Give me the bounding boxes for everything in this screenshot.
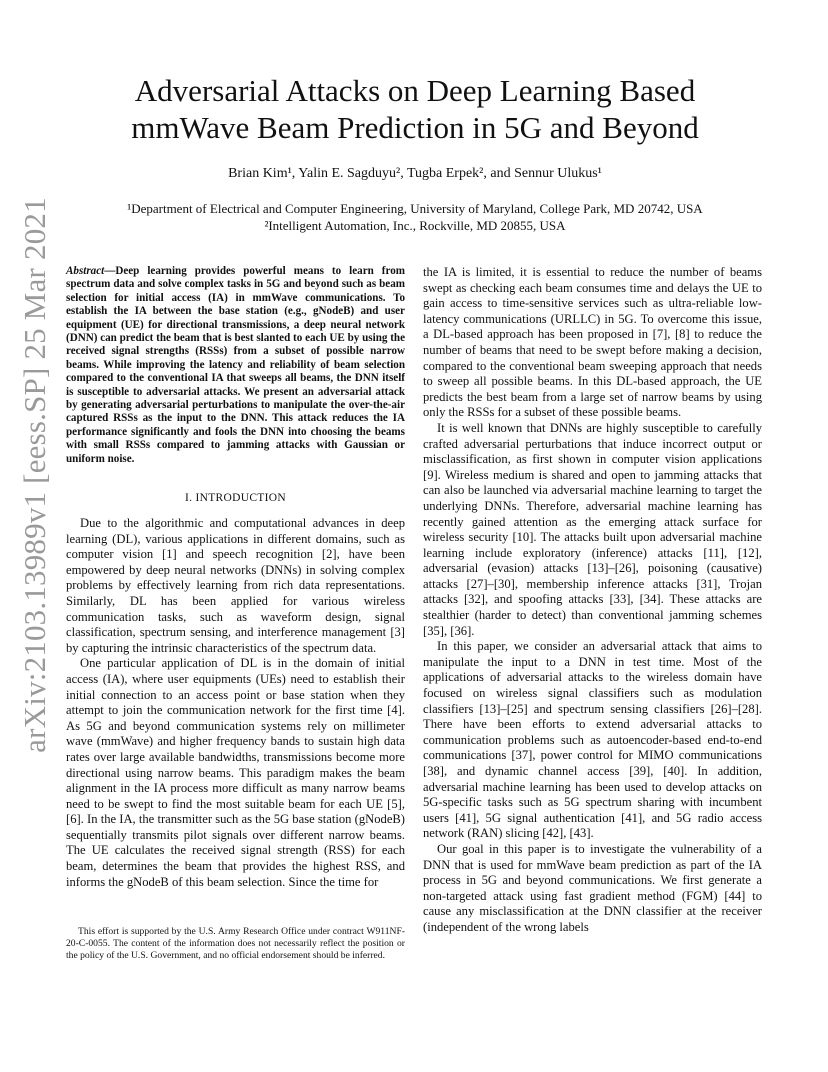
arxiv-watermark: [10, 197, 60, 753]
intro-paragraph: Due to the algorithmic and computational advances in deep learning (DL), various applications in different domains, such as computer vision [1] and speech recognition [2], have been empowered by deep neural networks (DNNs) in solving complex problems by effectively learning from rich data representations. Similarly, DL has been applied for various wireless communication tasks, such as waveform design, signal classification, spectrum sensing, and interference management [3] by capturing the intrinsic characteristics of the spectrum data.: [66, 516, 405, 655]
paper-title: [80, 72, 750, 146]
title-line-2: mmWave Beam Prediction in 5G and Beyond: [131, 110, 699, 145]
abstract: [66, 265, 405, 466]
abstract-label: Abstract: [66, 265, 105, 277]
affiliations: [80, 200, 750, 234]
right-column: [423, 265, 762, 936]
authors: Brian Kim¹, Yalin E. Sagduyu², Tugba Erpek², and Sennur Ulukus¹: [228, 166, 602, 181]
title-line-1: Adversarial Attacks on Deep Learning Based: [134, 73, 696, 108]
body-paragraph: It is well known that DNNs are highly susceptible to carefully crafted adversarial perturbations that induce incorrect output or misclassification, as first shown in computer vision applications [9]. Wireless medium is shared and open to jamming attacks that can also be launched via adversarial machine learning to target the underlying DNNs. Therefore, adversarial machine learning has recently gained attention as the emerging attack surface for wireless security [10]. The attacks built upon adversarial machine learning include exploratory (inference) attacks [11], [12], adversarial (evasion) attacks [13]–[26], poisoning (causative) attacks [27]–[30], membership inference attacks [31], Trojan attacks [32], and spoofing attacks [33], [34]. These attacks are stealthier (harder to detect) than conventional jamming schemes [35], [36].: [423, 420, 762, 638]
body-paragraph: Our goal in this paper is to investigate the vulnerability of a DNN that is used for mmWave beam prediction as part of the IA process in 5G and beyond communications. We first generate a non-targeted attack using fast gradient method (FGM) [44] to cause any misclassification at the DNN classifier at the receiver (independent of the wrong labels: [423, 841, 762, 934]
affiliation-2: ²Intelligent Automation, Inc., Rockville, MD 20855, USA: [264, 218, 566, 233]
arxiv-id[interactable]: arXiv:2103.13989v1 [eess.SP] 25 Mar 2021: [17, 197, 52, 753]
introduction-column: [66, 516, 405, 890]
body-paragraph: In this paper, we consider an adversarial attack that aims to manipulate the input to a DNN in test time. Most of the applications of adversarial attacks to the wireless domain have focused on wireless signal classifiers such as modulation classifiers [13]–[25] and spectrum sensing classifiers [26]–[28]. There have been efforts to extend adversarial attacks to communication problems such as autoencoder-based end-to-end communications [37], power control for MIMO communications [38], and dynamic channel access [39], [40]. In addition, adversarial machine learning has been used to develop attacks on 5G-specific tasks such as 5G spectrum sharing with incumbent users [41], 5G signal authentication [41], and 5G radio access network (RAN) slicing [42], [43].: [423, 639, 762, 841]
footnote: This effort is supported by the U.S. Army Research Office under contract W911NF-20-C-0055. The content of the information does not necessarily reflect the position or the policy of the U.S. Government, and no official endorsement should be inferred.: [66, 926, 405, 961]
affiliation-1: ¹Department of Electrical and Computer Engineering, University of Maryland, College Park, MD 20742, USA: [127, 201, 703, 216]
section-heading: I. INTRODUCTION: [185, 492, 286, 504]
body-paragraph: the IA is limited, it is essential to reduce the number of beams swept as checking each beam consumes time and delays the UE to gain access to time-sensitive services such as ultra-reliable low-latency communications (URLLC) in 5G. To overcome this issue, a DL-based approach has been proposed in [7], [8] to reduce the number of beams that need to be swept before making a decision, compared to the conventional beam sweeping approach that needs to sweep all possible beams. In this DL-based approach, the UE predicts the best beam from a large set of narrow beams by using only the RSSs for a subset of these possible beams.: [423, 265, 762, 420]
abstract-text: —Deep learning provides powerful means to learn from spectrum data and solve complex tasks in 5G and beyond such as beam selection for initial access (IA) in mmWave communications. To establish the IA between the base station (e.g., gNodeB) and user equipment (UE) for directional transmissions, a deep neural network (DNN) can predict the beam that is best slanted to each UE by using the received signal strengths (RSSs) from a subset of possible narrow beams. While improving the latency and reliability of beam selection compared to the conventional IA that sweeps all beams, the DNN itself is susceptible to adversarial attacks. We present an adversarial attack by generating adversarial perturbations to manipulate the over-the-air captured RSSs as the input to the DNN. This attack reduces the IA performance significantly and fools the DNN into choosing the beams with small RSSs compared to jamming attacks with Gaussian or uniform noise.: [66, 265, 405, 465]
intro-paragraph: One particular application of DL is in the domain of initial access (IA), where user equipments (UEs) need to establish their initial connection to an access point or base station when they attempt to join the communication network for the first time [4]. As 5G and beyond communication systems rely on millimeter wave (mmWave) and higher frequency bands to sustain high data rates over large available bandwidths, transmissions become more directional using narrow beams. This paradigm makes the beam alignment in the IA process more difficult as many narrow beams need to be swept to find the most suitable beam for each UE [5], [6]. In the IA, the transmitter such as the 5G base station (gNodeB) sequentially transmits pilot signals over different narrow beams. The UE calculates the received signal strength (RSS) for each beam, determines the beam that provides the highest RSS, and informs the gNodeB of this beam selection. Since the time for: [66, 656, 405, 889]
